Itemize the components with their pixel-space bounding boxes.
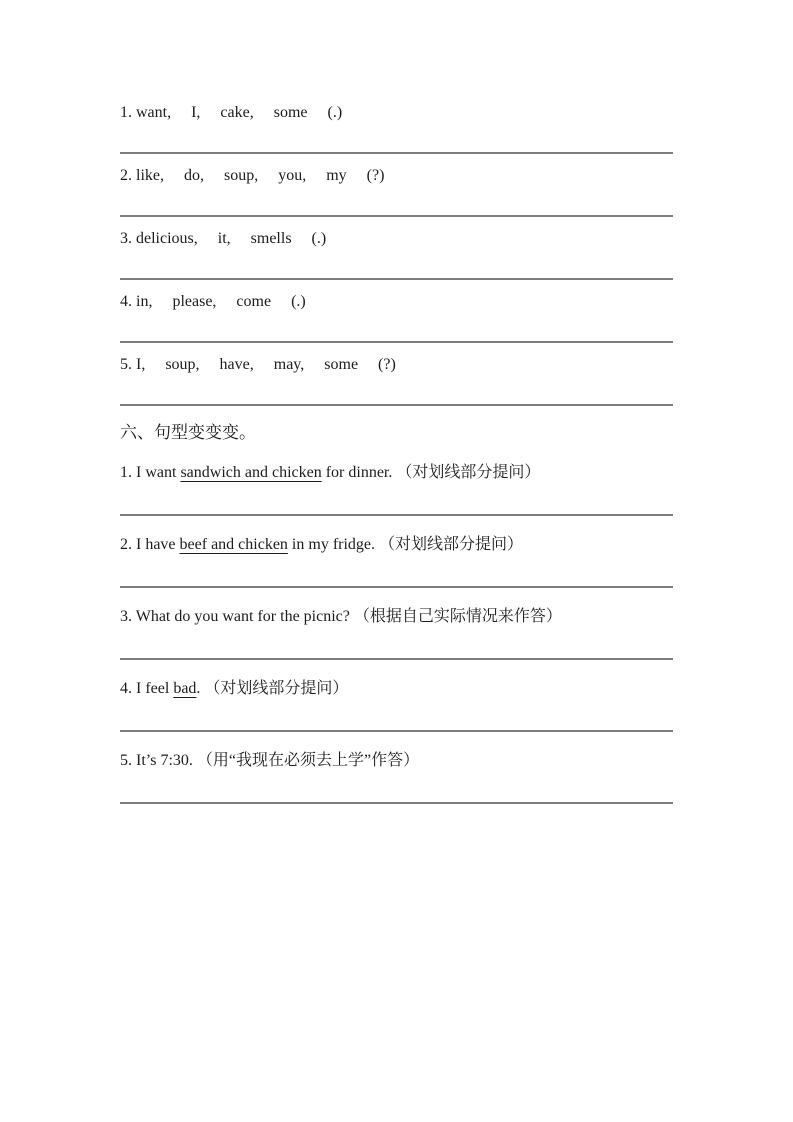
answer-blank-line — [120, 658, 673, 660]
underlined-phrase: sandwich and chicken — [180, 464, 322, 481]
transform-question — [120, 679, 673, 732]
rearrange-question-text: 1. want, I, cake, some (.) — [120, 104, 343, 121]
rearrange-question — [120, 103, 673, 154]
transform-question-text — [120, 679, 673, 699]
rearrange-question-text: 3. delicious, it, smells (.) — [120, 230, 327, 247]
rearrange-question — [120, 229, 673, 280]
question-prefix: 4. I feel — [120, 680, 174, 697]
question-prefix: 3. What do you want for the picnic? （根据自己实际情况来作答） — [120, 608, 562, 625]
transform-question — [120, 535, 673, 588]
question-suffix: for dinner. （对划线部分提问） — [321, 464, 541, 481]
rearrange-question — [120, 292, 673, 343]
underlined-phrase: beef and chicken — [179, 536, 288, 553]
underlined-phrase: bad — [173, 680, 197, 697]
transform-question-text — [120, 535, 673, 555]
rearrange-question-text: 4. in, please, come (.) — [120, 293, 306, 310]
answer-blank-line — [120, 802, 673, 804]
answer-blank-line — [120, 404, 673, 406]
answer-blank-line — [120, 514, 673, 516]
question-suffix: in my fridge. （对划线部分提问） — [287, 536, 524, 553]
rearrange-question-text: 2. like, do, soup, you, my (?) — [120, 167, 385, 184]
answer-blank-line — [120, 586, 673, 588]
answer-blank-line — [120, 215, 673, 217]
answer-blank-line — [120, 730, 673, 732]
rearrange-question — [120, 355, 673, 406]
section-heading: 六、句型变变变。 — [120, 423, 256, 442]
question-prefix: 2. I have — [120, 536, 180, 553]
transform-question — [120, 751, 673, 804]
question-suffix: . （对划线部分提问） — [196, 680, 349, 697]
transform-question — [120, 607, 673, 660]
answer-blank-line — [120, 341, 673, 343]
rearrange-question-text: 5. I, soup, have, may, some (?) — [120, 356, 396, 373]
answer-blank-line — [120, 278, 673, 280]
transform-question — [120, 463, 673, 516]
answer-blank-line — [120, 152, 673, 154]
transform-question-text — [120, 463, 673, 483]
question-prefix: 1. I want — [120, 464, 181, 481]
transform-question-text — [120, 751, 673, 771]
rearrange-question — [120, 166, 673, 217]
question-prefix: 5. It’s 7:30. （用“我现在必须去上学”作答） — [120, 752, 420, 769]
transform-question-text — [120, 607, 673, 627]
